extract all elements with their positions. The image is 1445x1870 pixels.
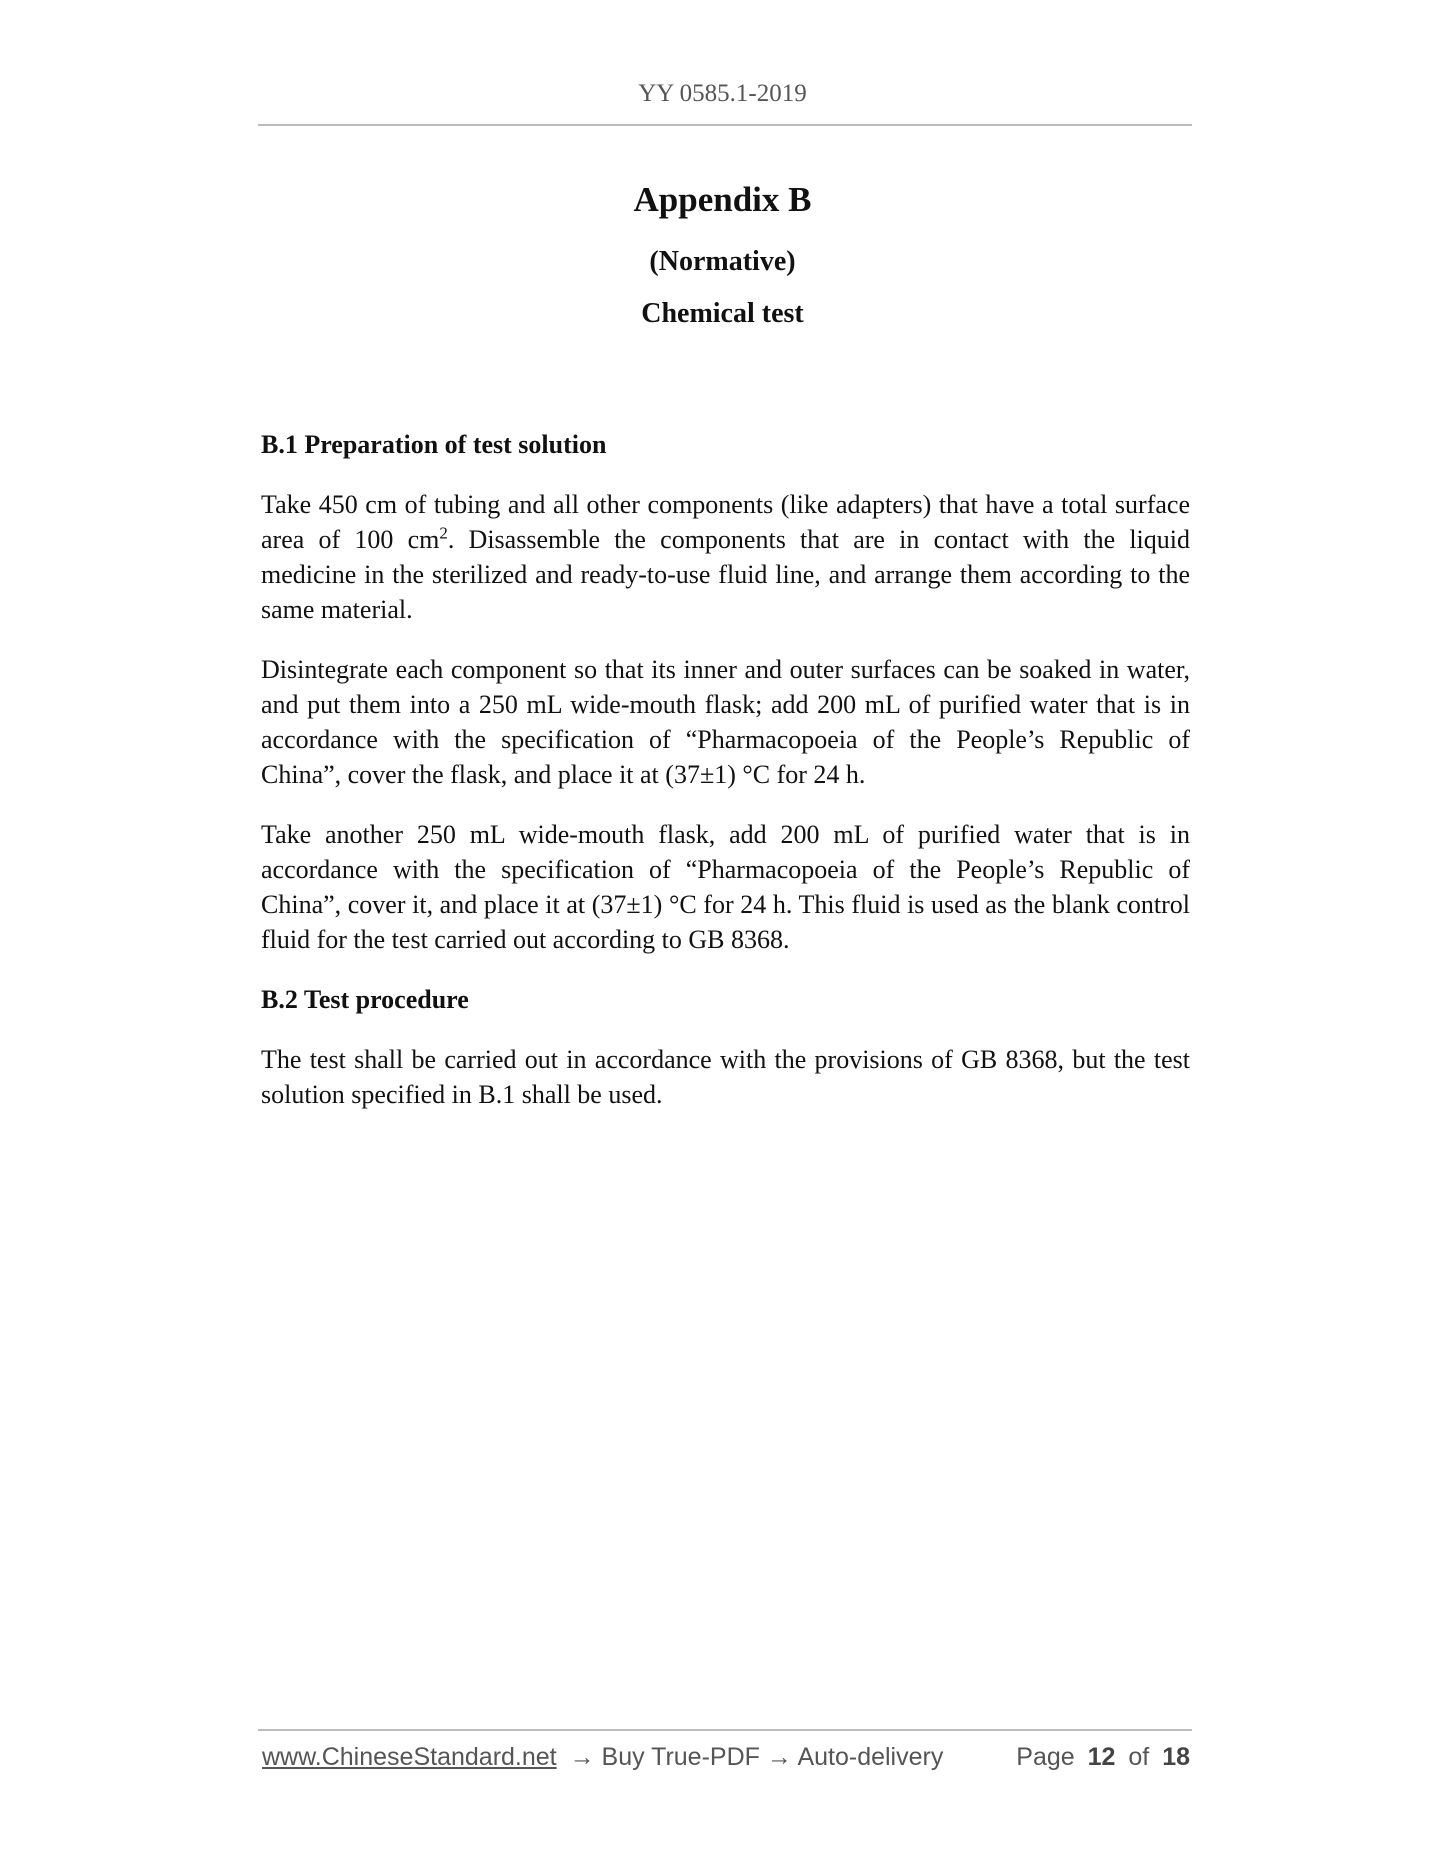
page-number: 12 bbox=[1087, 1743, 1116, 1771]
section-heading-b1: B.1 Preparation of test solution bbox=[261, 430, 607, 459]
paragraph-b1-2: Disintegrate each component so that its inner and outer surfaces can be soaked in water, and put them into a 250 mL wide-mouth flask; add 200 mL of purified water that is in accordance with the specification of “Pharmacopoeia of the People’s Republic of China”, cover the flask, and place it at (37±1) °C for 24 h. bbox=[261, 655, 1190, 789]
footer-divider bbox=[258, 1729, 1192, 1731]
section-heading-b2: B.2 Test procedure bbox=[261, 985, 469, 1014]
auto-delivery-text: Auto-delivery bbox=[797, 1743, 944, 1771]
superscript: 2 bbox=[439, 523, 448, 543]
appendix-title: Appendix B bbox=[633, 180, 812, 219]
paragraph-b2-1: The test shall be carried out in accordance with the provisions of GB 8368, but the test solution specified in B.1 shall be used. bbox=[261, 1045, 1190, 1109]
page-indicator bbox=[1016, 1743, 1190, 1772]
page-total: 18 bbox=[1162, 1743, 1190, 1771]
appendix-subject: Chemical test bbox=[641, 298, 804, 329]
appendix-nature: (Normative) bbox=[649, 246, 796, 277]
page-footer bbox=[262, 1743, 1190, 1783]
paragraph-b1-3: Take another 250 mL wide-mouth flask, add 200 mL of purified water that is in accordance with the specification of “Pharmacopoeia of the People’s Republic of China”, cover it, and place it at (37±1) °C for 24 h. This fluid is used as the blank control fluid for the test carried out according to GB 8368. bbox=[261, 820, 1190, 954]
document-body bbox=[261, 427, 1190, 1137]
website-link[interactable]: www.ChineseStandard.net bbox=[262, 1743, 557, 1771]
of-label: of bbox=[1128, 1743, 1150, 1771]
buy-pdf-text: Buy True-PDF bbox=[601, 1743, 760, 1771]
paragraph-b1-1 bbox=[261, 487, 1190, 627]
arrow-right-icon: → bbox=[766, 1743, 792, 1771]
footer-promo bbox=[262, 1743, 943, 1772]
arrow-right-icon: → bbox=[569, 1743, 595, 1771]
header-divider bbox=[258, 124, 1192, 126]
page-label: Page bbox=[1016, 1743, 1075, 1771]
paragraph-text: . Disassemble the components that are in contact with the liquid medicine in the sterilized and ready-to-use fluid line, and arrange them according to the same material. bbox=[261, 525, 1190, 624]
paragraph-text: Take 450 cm of tubing and all other components (like adapters) that have a total surface area of 100 cm bbox=[261, 490, 1190, 554]
standard-code-header: YY 0585.1-2019 bbox=[638, 80, 807, 107]
